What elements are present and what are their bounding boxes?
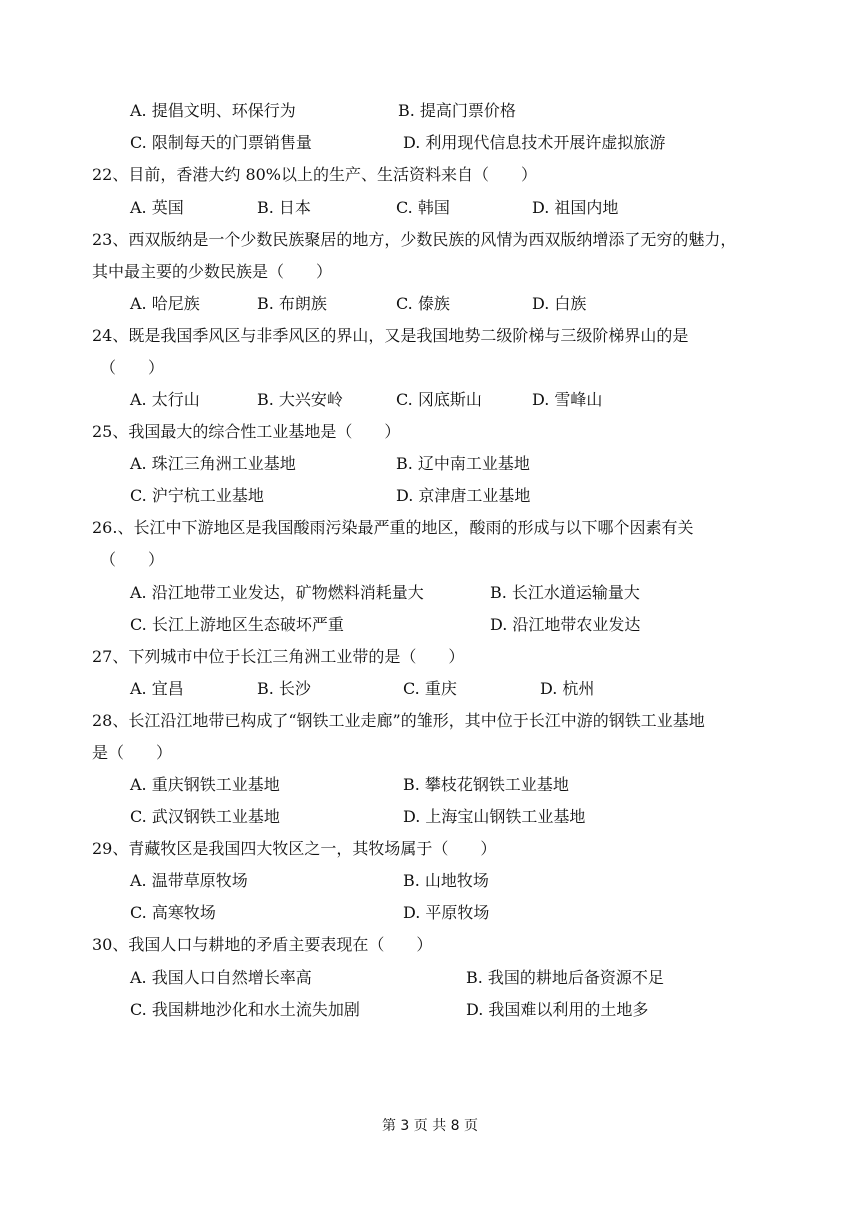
q30-option-b: B. 我国的耕地后备资源不足	[466, 968, 664, 987]
q24-option-a: A. 太行山	[130, 390, 200, 409]
q26-option-c: C. 长江上游地区生态破坏严重	[130, 615, 344, 634]
q28-stem-line2: 是（ ）	[92, 743, 173, 762]
q25-stem: 25、我国最大的综合性工业基地是（ ）	[92, 422, 401, 441]
q27-stem: 27、下列城市中位于长江三角洲工业带的是（ ）	[92, 647, 465, 666]
q30-option-c: C. 我国耕地沙化和水土流失加剧	[130, 1000, 360, 1019]
q24-option-d: D. 雪峰山	[532, 390, 603, 409]
q25-option-c: C. 沪宁杭工业基地	[130, 486, 264, 505]
q21-option-a: A. 提倡文明、环保行为	[130, 101, 296, 120]
page-number-footer: 第 3 页 共 8 页	[381, 1118, 479, 1134]
q22-stem: 22、目前，香港大约 80%以上的生产、生活资料来自（ ）	[92, 165, 538, 184]
q28-option-a: A. 重庆钢铁工业基地	[130, 775, 280, 794]
q23-option-c: C. 傣族	[396, 294, 450, 313]
q27-option-c: C. 重庆	[403, 679, 457, 698]
q26-stem-line1: 26.、长江中下游地区是我国酸雨污染最严重的地区，酸雨的形成与以下哪个因素有关	[92, 518, 694, 537]
q27-option-b: B. 长沙	[257, 679, 311, 698]
q30-stem: 30、我国人口与耕地的矛盾主要表现在（ ）	[92, 935, 433, 954]
q27-option-a: A. 宜昌	[130, 679, 184, 698]
q28-option-b: B. 攀枝花钢铁工业基地	[403, 775, 569, 794]
q26-option-b: B. 长江水道运输量大	[490, 583, 640, 602]
q29-option-b: B. 山地牧场	[403, 871, 489, 890]
q23-option-a: A. 哈尼族	[130, 294, 200, 313]
q23-option-d: D. 白族	[532, 294, 587, 313]
q23-option-b: B. 布朗族	[257, 294, 327, 313]
q25-option-b: B. 辽中南工业基地	[396, 454, 530, 473]
q22-option-d: D. 祖国内地	[532, 198, 619, 217]
q24-option-c: C. 冈底斯山	[396, 390, 482, 409]
q29-option-a: A. 温带草原牧场	[130, 871, 248, 890]
q22-option-a: A. 英国	[130, 198, 184, 217]
q24-stem-line2: （ ）	[100, 358, 165, 377]
q27-option-d: D. 杭州	[540, 679, 595, 698]
q28-option-c: C. 武汉钢铁工业基地	[130, 807, 280, 826]
q21-option-b: B. 提高门票价格	[398, 101, 516, 120]
q30-option-d: D. 我国难以利用的土地多	[466, 1000, 649, 1019]
q29-option-c: C. 高寒牧场	[130, 903, 216, 922]
q24-stem-line1: 24、既是我国季风区与非季风区的界山，又是我国地势二级阶梯与三级阶梯界山的是	[92, 326, 689, 345]
q22-option-c: C. 韩国	[396, 198, 450, 217]
q29-option-d: D. 平原牧场	[403, 903, 490, 922]
q22-option-b: B. 日本	[257, 198, 311, 217]
q23-stem-line1: 23、西双版纳是一个少数民族聚居的地方，少数民族的风情为西双版纳增添了无穷的魅力，	[92, 230, 737, 249]
q25-option-d: D. 京津唐工业基地	[396, 486, 531, 505]
q30-option-a: A. 我国人口自然增长率高	[130, 968, 312, 987]
q28-stem-line1: 28、长江沿江地带已构成了“钢铁工业走廊”的雏形，其中位于长江中游的钢铁工业基地	[92, 711, 705, 730]
q26-stem-line2: （ ）	[100, 550, 165, 569]
q23-stem-line2: 其中最主要的少数民族是（ ）	[92, 262, 333, 281]
q24-option-b: B. 大兴安岭	[257, 390, 343, 409]
q21-option-c: C. 限制每天的门票销售量	[130, 133, 312, 152]
q28-option-d: D. 上海宝山钢铁工业基地	[403, 807, 586, 826]
q29-stem: 29、青藏牧区是我国四大牧区之一，其牧场属于（ ）	[92, 839, 497, 858]
q25-option-a: A. 珠江三角洲工业基地	[130, 454, 296, 473]
q21-option-d: D. 利用现代信息技术开展许虚拟旅游	[403, 133, 666, 152]
q26-option-d: D. 沿江地带农业发达	[490, 615, 641, 634]
q26-option-a: A. 沿江地带工业发达，矿物燃料消耗量大	[130, 583, 424, 602]
